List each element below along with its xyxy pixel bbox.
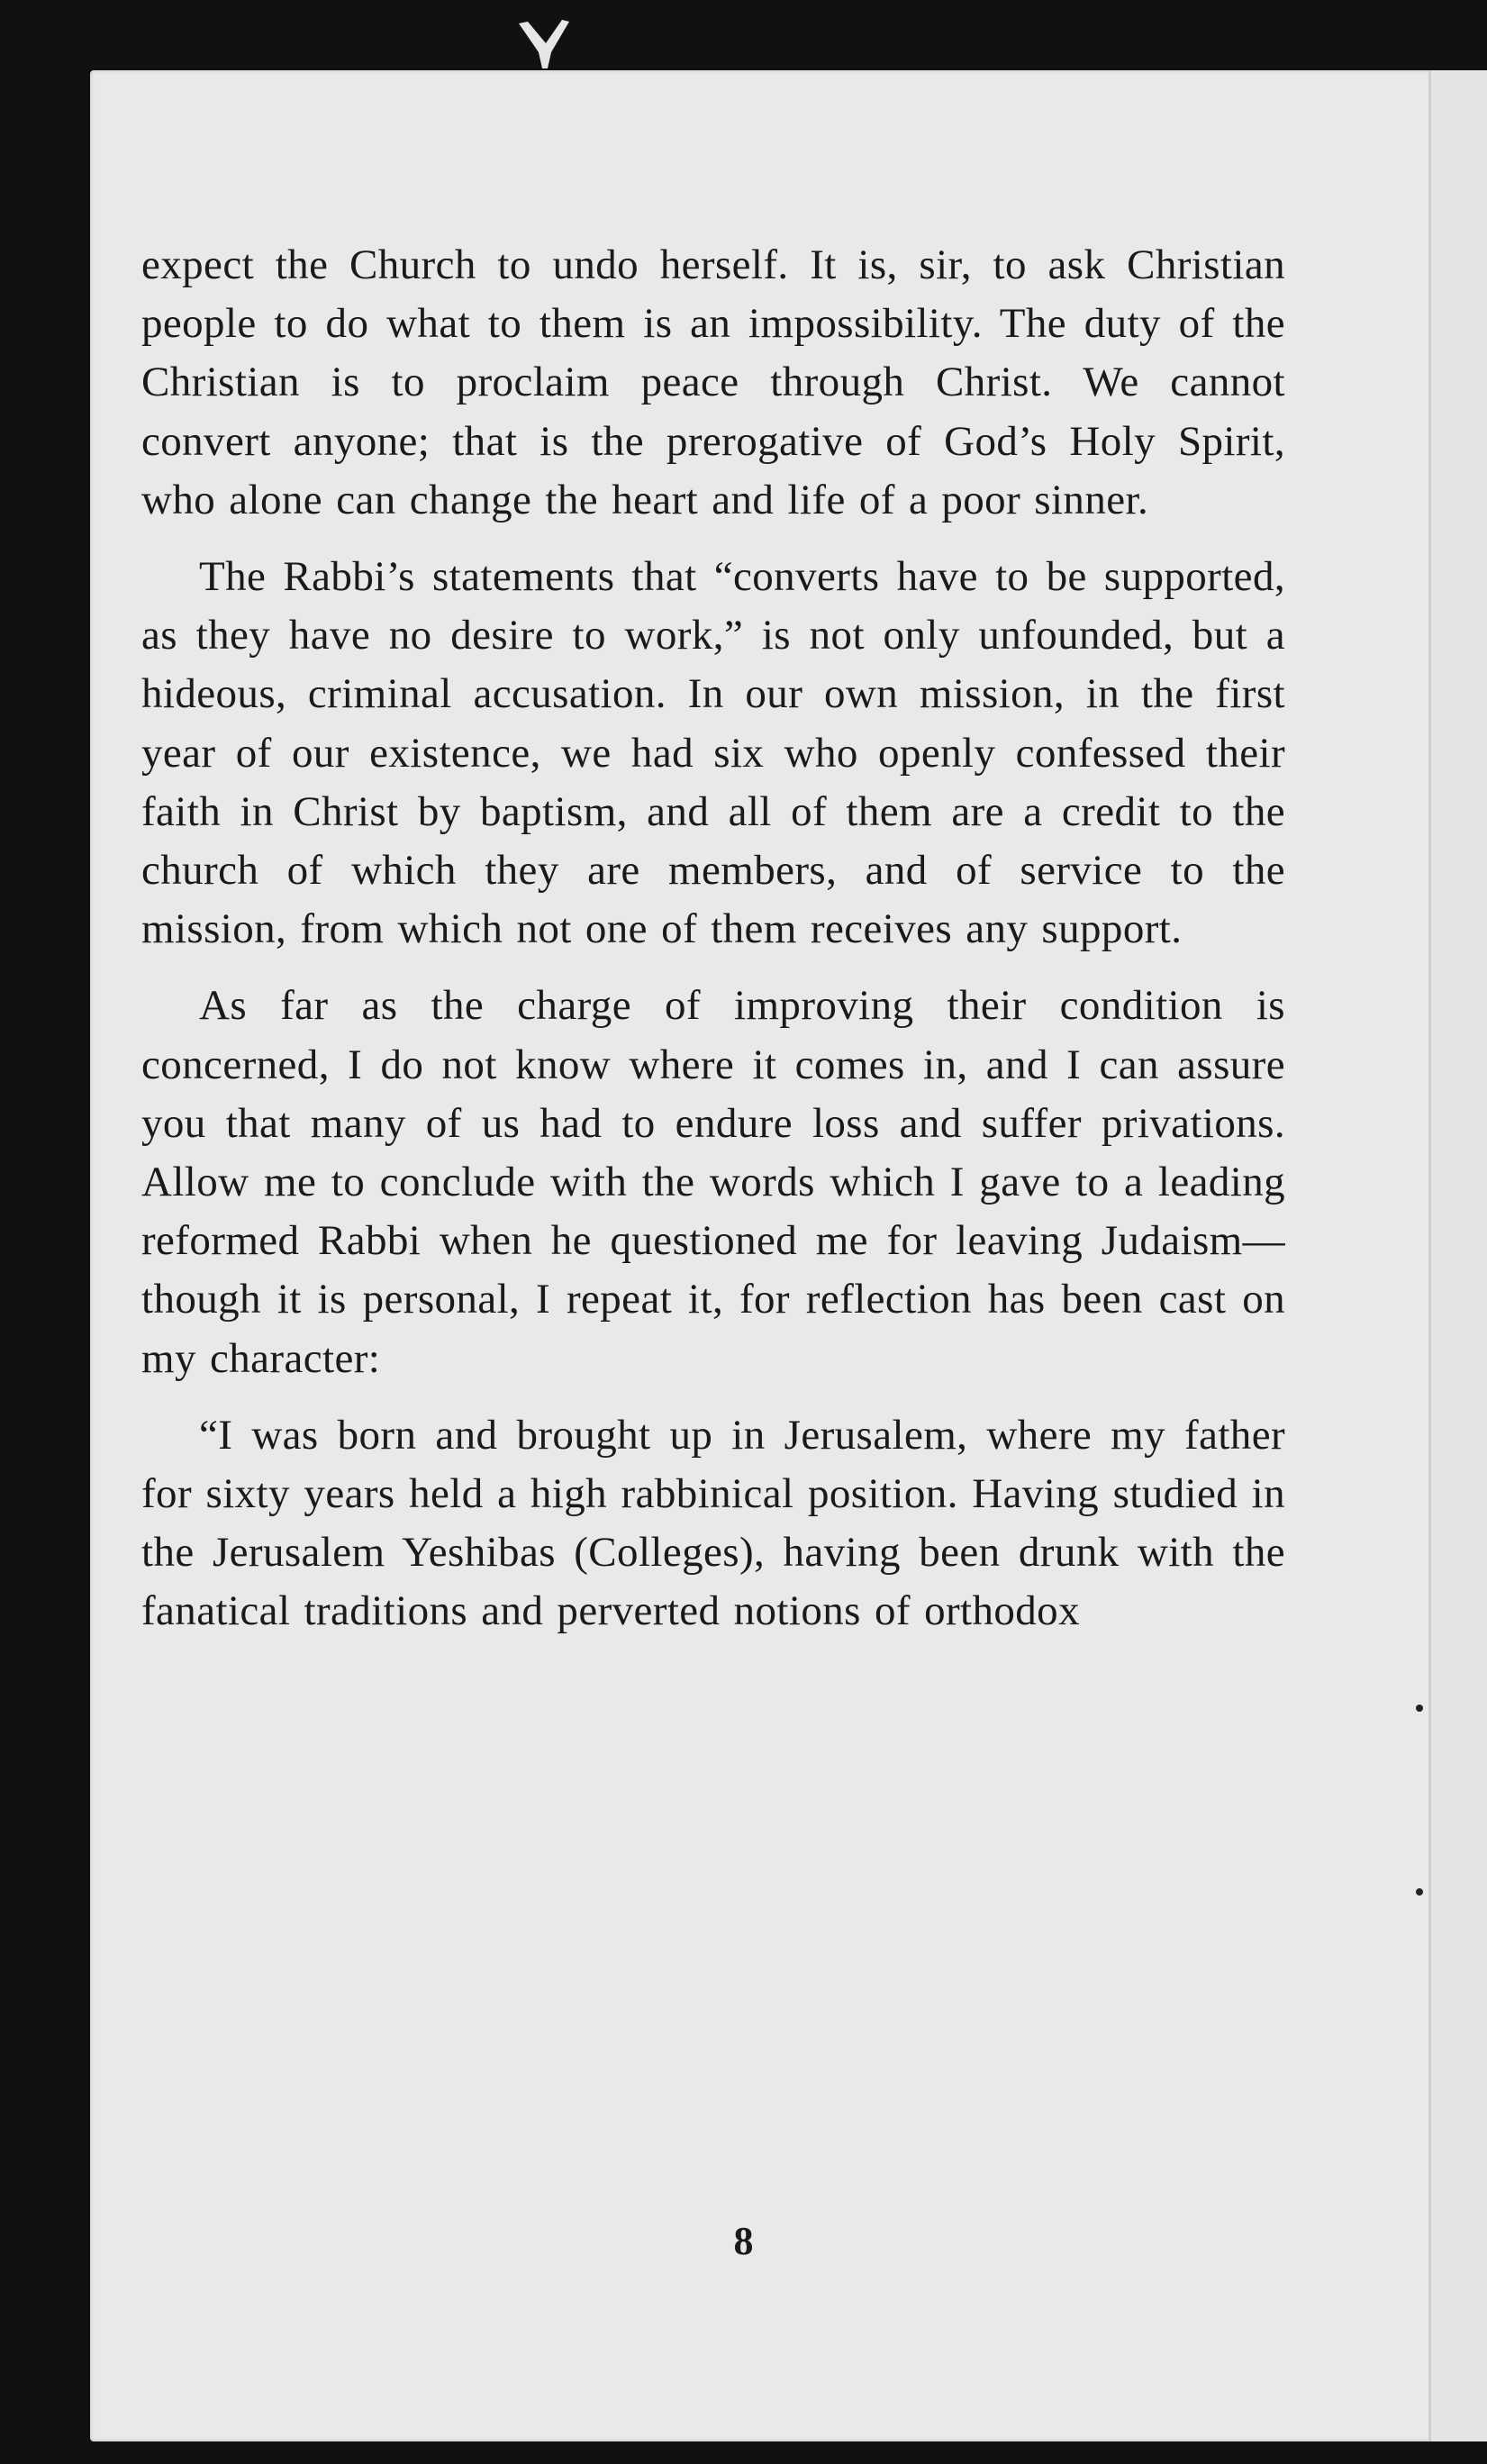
margin-dot xyxy=(1416,1705,1423,1712)
paragraph: expect the Church to undo herself. It is, sir, to ask Christian people to do what to them is an impossibility. The duty of the Christian is to proclaim peace through Christ. We cannot convert anyone; that is the prerogative of God’s Holy Spirit, who alone can change the heart and life of a poor sinner. xyxy=(141,241,1285,523)
page-edge xyxy=(1428,70,1487,2441)
paragraph: The Rabbi’s statements that “converts have to be supported, as they have no desire to work,” is not only unfounded, but a hideous, criminal accusation. In our own mission, in the first year of our existence, we had six who openly confessed their faith in Christ by baptism, and all of them are a credit to the church of which they are members, and of service to the mission, from which not one of them receives any support. xyxy=(141,553,1285,953)
page-number: 8 xyxy=(733,2219,754,2263)
binding-mark xyxy=(512,16,575,70)
paragraph: As far as the charge of improving their condition is concerned, I do not know where it comes in, and I can assure you that many of us had to endure loss and suffer privations. Allow me to conclude with the words which I gave to a leading reformed Rabbi when he questioned me for leaving Judaism—though it is personal, I repeat it, for reflection has been cast on my character: xyxy=(141,982,1285,1382)
paragraph: “I was born and brought up in Jerusalem, where my father for sixty years held a high rabbinical position. Having studied in the Jerusalem Yeshibas (Colleges), having been drunk with the fanatical traditions and perverted notions of orthodox xyxy=(141,1411,1285,1635)
body-text xyxy=(141,236,1285,1659)
margin-dot xyxy=(1416,1888,1423,1896)
